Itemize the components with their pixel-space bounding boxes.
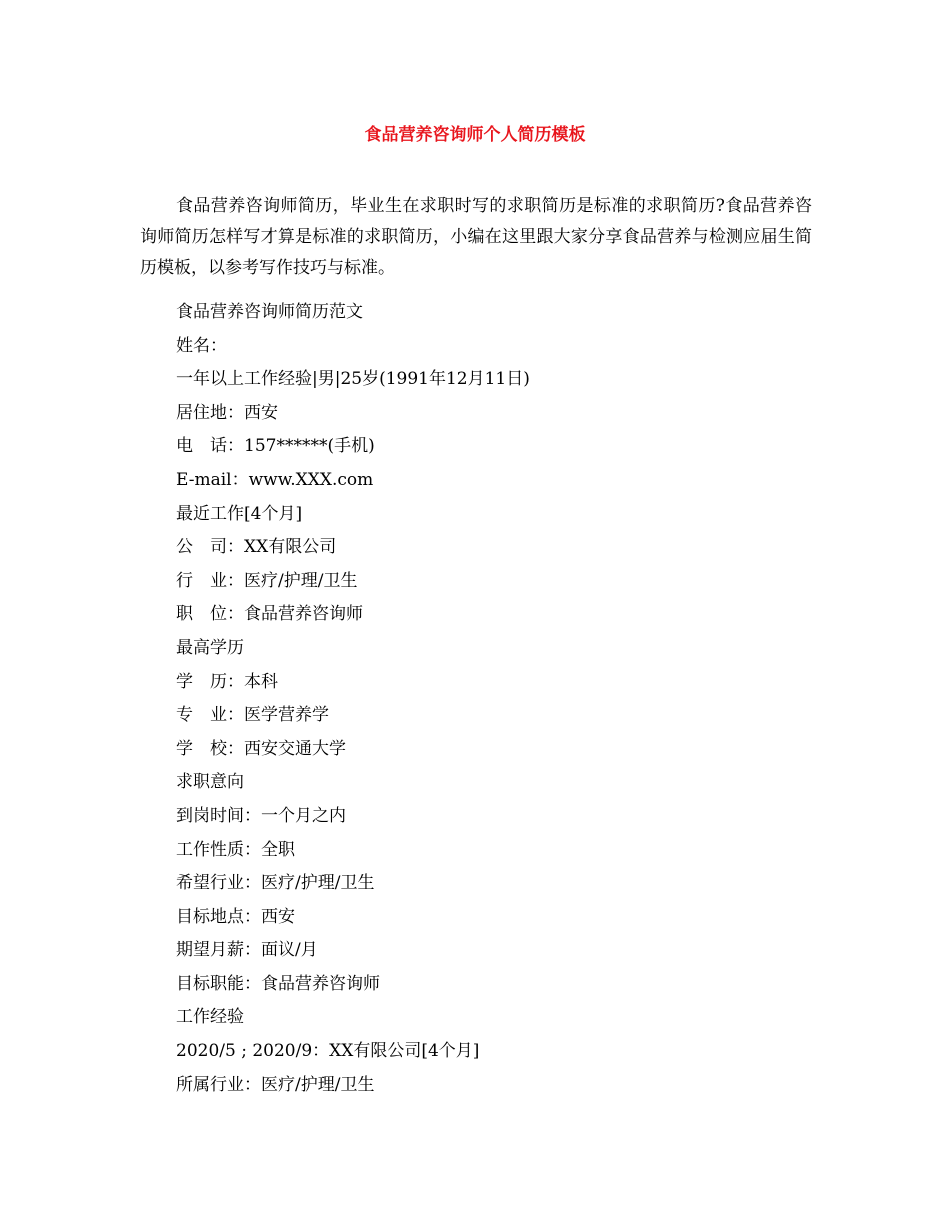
resume-line: 姓名： [176,335,227,356]
resume-line: 行 业：医疗/护理/卫生 [176,570,358,591]
resume-line: 电 话：157******(手机) [176,436,375,457]
resume-line: 专 业：医学营养学 [176,705,329,726]
resume-line: 到岗时间：一个月之内 [176,805,346,826]
document-title: 食品营养咨询师个人简历模板 [364,125,586,145]
resume-line: 希望行业：医疗/护理/卫生 [176,873,375,894]
resume-line: 所属行业：医疗/护理/卫生 [176,1074,375,1095]
resume-line: 学 校：西安交通大学 [176,738,346,759]
resume-line: 最近工作[4个月] [176,503,303,524]
resume-line: 求职意向 [176,772,244,793]
resume-line: 最高学历 [176,637,244,658]
resume-line: 工作经验 [176,1007,244,1028]
resume-line: 居住地：西安 [176,402,278,423]
resume-lines [176,296,816,1102]
resume-line: 一年以上工作经验|男|25岁(1991年12月11日) [176,369,530,390]
resume-line: E-mail：www.XXX.com [176,469,374,490]
resume-line: 食品营养咨询师简历范文 [176,302,363,322]
resume-line: 公 司：XX有限公司 [176,537,337,558]
resume-line: 工作性质：全职 [176,839,295,860]
intro-paragraph: 食品营养咨询师简历，毕业生在求职时写的求职简历是标准的求职简历?食品营养咨询师简历怎样写才算是标准的求职简历，小编在这里跟大家分享食品营养与检测应届生简历模板，以参考写作技巧与标准。 [140,196,812,278]
resume-line: 2020/5 ; 2020/9：XX有限公司[4个月] [176,1041,480,1062]
resume-line: 目标职能：食品营养咨询师 [176,973,380,994]
resume-line: 目标地点：西安 [176,906,295,927]
resume-line: 学 历：本科 [176,671,278,692]
resume-line: 期望月薪：面议/月 [176,940,318,961]
resume-line: 职 位：食品营养咨询师 [176,604,363,625]
